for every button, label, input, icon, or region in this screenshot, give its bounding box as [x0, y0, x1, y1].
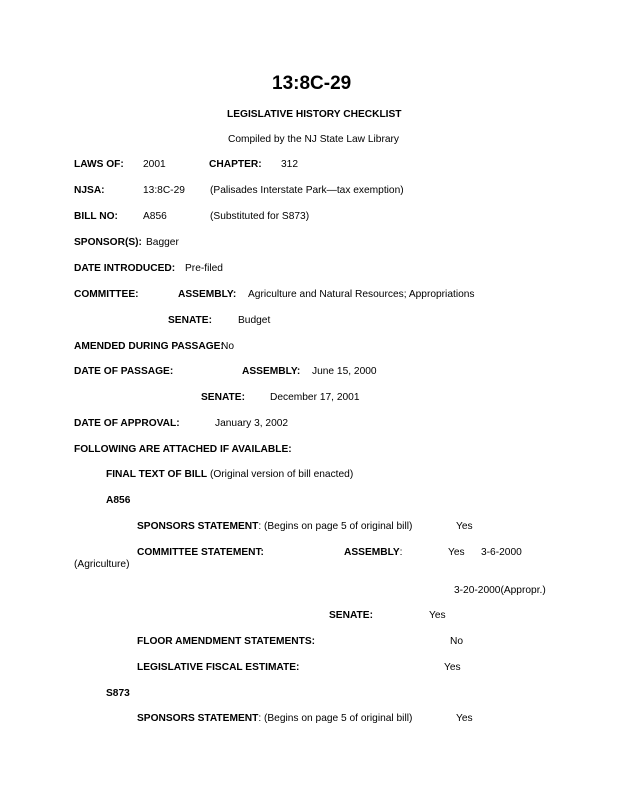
a856-committee-assembly-date-2: 3-20-2000(Appropr.)	[454, 585, 546, 596]
approval-label: DATE OF APPROVAL:	[74, 418, 180, 429]
njsa-value: 13:8C-29	[143, 185, 185, 196]
a856-committee-senate-label: SENATE:	[329, 610, 373, 621]
a856-committee-statement-label: COMMITTEE STATEMENT:	[137, 547, 264, 558]
a856-sponsors-statement	[137, 522, 412, 532]
compiled-by-note: Compiled by the NJ State Law Library	[228, 134, 400, 145]
a856-committee-assembly-colon: :	[399, 547, 403, 558]
passage-assembly-label: ASSEMBLY:	[242, 366, 301, 377]
s873-sponsors-statement-note: : (Begins on page 5 of original bill)	[258, 713, 413, 724]
amended-label: AMENDED DURING PASSAGE:	[74, 341, 224, 352]
a856-committee-assembly	[344, 548, 403, 558]
a856-sponsors-statement-value: Yes	[456, 521, 473, 532]
a856-committee-assembly-label: ASSEMBLY	[344, 547, 400, 558]
s873-sponsors-statement-value: Yes	[456, 713, 473, 724]
laws-of-label: LAWS OF:	[74, 159, 124, 170]
a856-fiscal-estimate-value: Yes	[444, 662, 461, 673]
date-introduced-label: DATE INTRODUCED:	[74, 263, 176, 274]
date-introduced-value: Pre-filed	[185, 263, 223, 274]
final-text-line	[106, 470, 353, 480]
a856-committee-senate-value: Yes	[429, 610, 446, 621]
a856-floor-amendment-value: No	[450, 636, 464, 647]
a856-sponsors-statement-label: SPONSORS STATEMENT	[137, 521, 259, 532]
committee-senate-label: SENATE:	[168, 315, 212, 326]
laws-of-value: 2001	[143, 159, 166, 170]
passage-senate-value: December 17, 2001	[270, 392, 360, 403]
committee-assembly-value: Agriculture and Natural Resources; Appropriations	[248, 289, 475, 300]
a856-committee-assembly-date-1: 3-6-2000	[481, 547, 522, 558]
a856-sponsors-statement-note: : (Begins on page 5 of original bill)	[258, 521, 413, 532]
committee-senate-value: Budget	[238, 315, 271, 326]
page-title: 13:8C-29	[272, 73, 352, 94]
s873-sponsors-statement	[137, 714, 412, 724]
sponsors-label: SPONSOR(S):	[74, 237, 142, 248]
njsa-label: NJSA:	[74, 185, 105, 196]
chapter-label: CHAPTER:	[209, 159, 262, 170]
committee-label: COMMITTEE:	[74, 289, 139, 300]
passage-assembly-value: June 15, 2000	[312, 366, 377, 377]
passage-senate-label: SENATE:	[201, 392, 245, 403]
s873-heading: S873	[106, 688, 130, 699]
bill-no-value: A856	[143, 211, 167, 222]
attachments-heading: FOLLOWING ARE ATTACHED IF AVAILABLE:	[74, 444, 292, 455]
document-subtitle: LEGISLATIVE HISTORY CHECKLIST	[227, 109, 402, 120]
a856-heading: A856	[106, 495, 131, 506]
chapter-value: 312	[281, 159, 298, 170]
a856-floor-amendment-label: FLOOR AMENDMENT STATEMENTS:	[137, 636, 316, 647]
amended-value: No	[221, 341, 235, 352]
njsa-note: (Palisades Interstate Park—tax exemption)	[210, 185, 404, 196]
final-text-note: (Original version of bill enacted)	[209, 469, 354, 480]
a856-committee-assembly-note-1: (Agriculture)	[74, 559, 130, 570]
s873-sponsors-statement-label: SPONSORS STATEMENT	[137, 713, 259, 724]
bill-no-label: BILL NO:	[74, 211, 118, 222]
committee-assembly-label: ASSEMBLY:	[178, 289, 237, 300]
passage-label: DATE OF PASSAGE:	[74, 366, 174, 377]
a856-fiscal-estimate-label: LEGISLATIVE FISCAL ESTIMATE:	[137, 662, 300, 673]
bill-no-note: (Substituted for S873)	[210, 211, 310, 222]
final-text-label: FINAL TEXT OF BILL	[106, 469, 208, 480]
a856-committee-assembly-value: Yes	[448, 547, 465, 558]
sponsors-value: Bagger	[146, 237, 179, 248]
approval-value: January 3, 2002	[215, 418, 289, 429]
